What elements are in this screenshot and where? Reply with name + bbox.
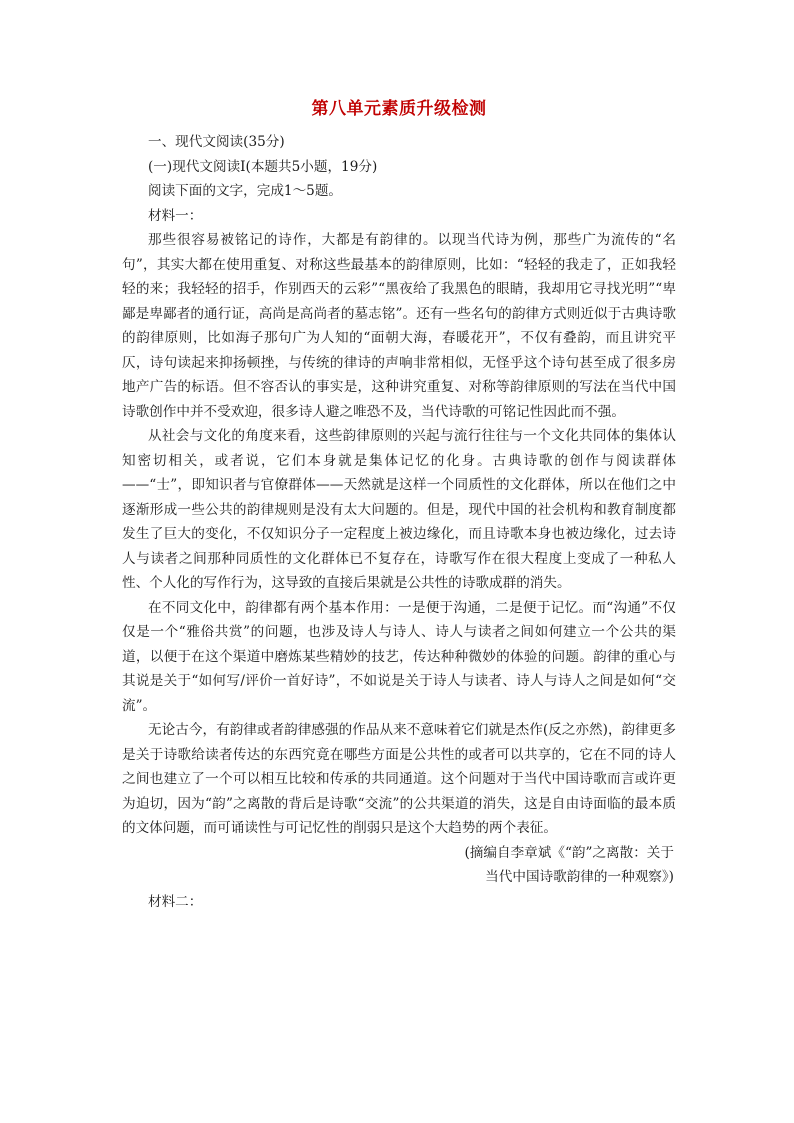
material-label: 材料二： [148, 893, 203, 910]
subsection-heading: (一)现代文阅读Ⅰ(本题共5小题，19分) [148, 158, 378, 175]
source-citation-line: (摘编自李章斌《“韵”之离散：关于 [464, 844, 674, 861]
paragraph: 从社会与文化的角度来看，这些韵律原则的兴起与流行往往与一个文化共同体的集体认知密切相关，或者说，它们本身就是集体记忆的化身。古典诗歌的创作与阅读群体——“士”，即知识者与官僚群体——天然就是这样一个同质性的文化群体，所以在他们之中逐渐形成一些公共的韵律规则是没有太大问题的。但是，现代中国的社会机构和教育制度都发生了巨大的变化，不仅知识分子一定程度上被边缘化，而且诗歌本身也被边缘化，过去诗人与读者之间那种同质性的文化群体已不复存在，诗歌写作在很大程度上变成了一种私人性、个人化的写作行为，这导致的直接后果就是公共性的诗歌成群的消失。 [122, 428, 676, 591]
instruction: 阅读下面的文字，完成1～5题。 [148, 183, 343, 199]
paragraph: 那些很容易被铭记的诗作，大都是有韵律的。以现当代诗为例，那些广为流传的“名句”，其实大都在使用重复、对称这些最基本的韵律原则，比如：“轻轻的我走了，正如我轻轻的来；我轻轻的招手，作别西天的云彩”“黑夜给了我黑色的眼睛，我却用它寻找光明”“卑鄙是卑鄙者的通行证，高尚是高尚者的墓志铭”。还有一些名句的韵律方式则近似于古典诗歌的韵律原则，比如海子那句广为人知的“面朝大海，春暖花开”，不仅有叠韵，而且讲究平仄，诗句读起来抑扬顿挫，与传统的律诗的声响非常相似，无怪乎这个诗句甚至成了很多房地产广告的标语。但不容否认的事实是，这种讲究重复、对称等韵律原则的写法在当代中国诗歌创作中并不受欢迎，很多诗人避之唯恐不及，当代诗歌的可铭记性因此而不强。 [122, 232, 676, 420]
page-title: 第八单元素质升级检测 [311, 99, 487, 119]
section-heading: 一、现代文阅读(35分) [148, 134, 285, 150]
paragraph: 无论古今，有韵律或者韵律感强的作品从来不意味着它们就是杰作(反之亦然)，韵律更多是关于诗歌给读者传达的东西究竟在哪些方面是公共性的或者可以共享的，它在不同的诗人之间也建立了一个可以相互比较和传承的共同通道。这个问题对于当代中国诗歌而言或许更为迫切，因为“韵”之离散的背后是诗歌“交流”的公共渠道的消失，这是自由诗面临的最本质的文体问题，而可诵读性与可记忆性的削弱只是这个大趋势的两个表征。 [122, 722, 676, 836]
material-label: 材料一： [148, 207, 203, 224]
source-citation-line: 当代中国诗歌韵律的一种观察》) [485, 869, 674, 885]
paragraph: 在不同文化中，韵律都有两个基本作用：一是便于沟通，二是便于记忆。而“沟通”不仅仅是一个“雅俗共赏”的问题，也涉及诗人与诗人、诗人与读者之间如何建立一个公共的渠道，以便于在这个渠道中磨炼某些精妙的技艺，传达种种微妙的体验的问题。韵律的重心与其说是关于“如何写/评价一首好诗”，不如说是关于诗人与读者、诗人与诗人之间是如何“交流”。 [122, 599, 676, 714]
document-body [122, 130, 676, 914]
